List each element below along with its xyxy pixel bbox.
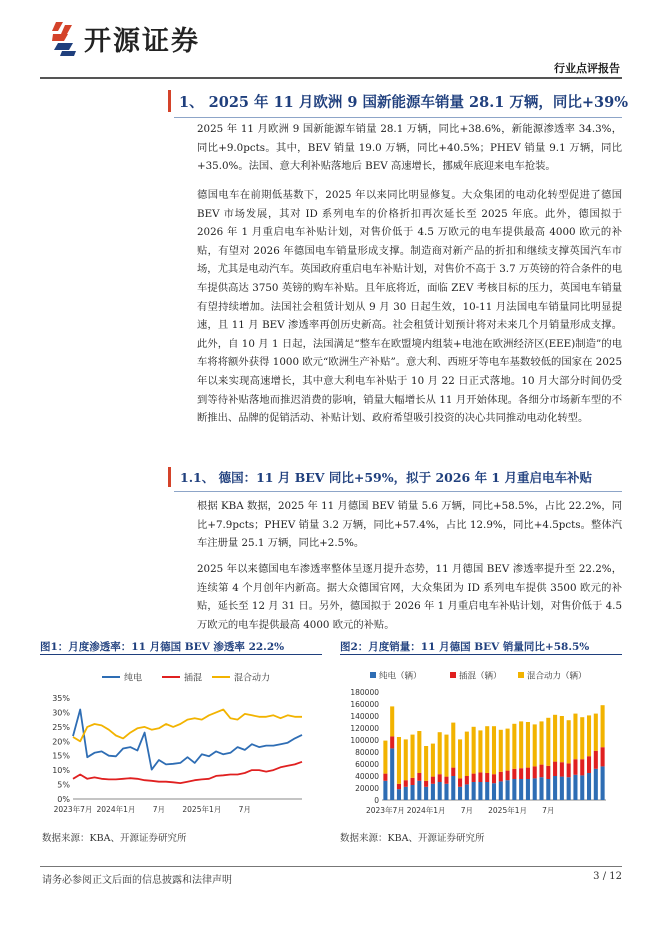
bar-segment-1 (397, 789, 401, 800)
bar-segment-1 (417, 781, 421, 800)
bar-segment-2 (383, 774, 387, 781)
bar-segment-3 (424, 746, 428, 781)
page-number: 3 / 12 (593, 871, 622, 882)
y-tick-label: 30% (52, 708, 70, 718)
bar-segment-1 (553, 776, 557, 800)
figure-2-title: 图2：月度销量：11 月德国 BEV 销量同比+58.5% (340, 637, 622, 655)
bar-segment-3 (444, 735, 448, 777)
bar-segment-1 (438, 782, 442, 800)
bar-segment-2 (526, 768, 530, 779)
legend-label-3: 混合动力（辆） (527, 671, 587, 682)
bar-segment-2 (587, 756, 591, 773)
bar-segment-3 (519, 721, 523, 768)
bar-segment-3 (553, 715, 557, 762)
section-1-paragraph-1: 2025 年 11 月欧洲 9 国新能源车销量 28.1 万辆，同比+38.6%，新能源渗透率 34.3%，同比+9.0pcts。其中，BEV 销量 19.0 万辆，同比+40.5%；PHEV 销量 9.1 万辆，同比+35.0%。法国、意大利补贴落地后 BEV 高速增长，挪威年底迎来电车抢装。 (197, 123, 622, 173)
bar-segment-1 (560, 777, 564, 800)
bar-segment-2 (390, 736, 394, 748)
bar-segment-3 (397, 737, 401, 784)
bar-segment-2 (451, 768, 455, 776)
x-tick-label: 7月 (152, 805, 166, 814)
bar-segment-1 (526, 779, 530, 800)
bar-segment-1 (594, 769, 598, 800)
bar-segment-2 (567, 763, 571, 777)
bar-segment-1 (512, 779, 516, 800)
bar-segment-3 (438, 732, 442, 774)
x-tick-label: 2024年1月 (96, 805, 136, 814)
bar-segment-1 (478, 782, 482, 800)
bar-segment-3 (526, 722, 530, 768)
legend-swatch-3 (518, 672, 524, 678)
x-tick-label: 7月 (238, 805, 251, 814)
bar-segment-3 (580, 717, 584, 759)
bar-segment-2 (601, 747, 605, 766)
legend-swatch-1 (370, 672, 376, 678)
bar-segment-3 (485, 726, 489, 773)
x-tick-label: 2025年1月 (488, 806, 528, 815)
logo-text: 开源证券 (84, 26, 200, 57)
bar-segment-1 (404, 787, 408, 800)
bar-segment-2 (519, 768, 523, 779)
y-tick-label: 160000 (350, 700, 379, 709)
legend-label-2: 插混 (184, 673, 203, 684)
bar-segment-2 (431, 777, 435, 784)
x-tick-label: 2025年1月 (182, 805, 222, 814)
bar-segment-3 (506, 729, 510, 771)
bar-segment-2 (512, 769, 516, 779)
section-1-paragraph-2: 德国电车在前期低基数下，2025 年以来同比明显修复。大众集团的电动化转型促进了德国 BEV 市场发展，其对 ID 系列电车的价格折扣再次延长至 2025 年底。此外，德国拟于 2026 年 1 月重启电车补贴计划，对售价低于 4.5 万欧元的电车提供最高 4000 欧元的补贴，有望对 2026 年德国电车销量形成支撑。制造商对新产品的折扣和继续支撑英国汽车市场，尤其是电动汽车。英国政府重启电车补贴计划，对售价不高于 3.7 万英镑的符合条件的电车提供高达 3750 英镑的购车补贴。且年底将近，面临 ZEV 考核目标的压力，英国电车销量有望持续增加。法国社会租赁计划从 9 月 30 日起生效，10-11 月法国电车销量同比明显提速，且 11 月 BEV 渗透率再创历史新高。社会租赁计划预计将对未来几个月销量形成支撑。此外，自 10 月 1 日起，法国满足“整车在欧盟境内组装+电池在欧洲经济区(EEE)制造”的电车将将额外获得 1000 欧元“欧洲生产补贴”。意大利、西班牙等电车基数较低的国家在 2025 年以来实现高速增长，其中意大利电车补贴于 10 月 22 日正式落地。10 月大部分时间仍受到等待补贴落地而推迟消费的影响，销量大幅增长从 11 月开始体现。各细分市场新车型的不断推出、品牌的促销活动、补贴计划、政府希望吸引投资的决心共同推动电动化转型。 (197, 189, 622, 425)
section-1-1-paragraph-1: 根据 KBA 数据，2025 年 11 月德国 BEV 销量 5.6 万辆，同比+58.5%，占比 22.2%，同比+7.9pcts；PHEV 销量 3.2 万辆，同比+57.4%，占比 12.9%，同比+4.5pcts。整体汽车注册量 25.1 万辆，同比+2.5%。 (197, 500, 622, 550)
y-tick-label: 35% (52, 694, 70, 703)
legend-label-3: 混合动力 (234, 673, 271, 684)
y-tick-label: 25% (52, 722, 70, 732)
bar-segment-2 (411, 778, 415, 785)
bar-segment-3 (417, 731, 421, 773)
figure-1-source: 数据来源：KBA、开源证券研究所 (42, 833, 187, 844)
bar-segment-2 (560, 762, 564, 776)
bar-segment-2 (499, 772, 503, 782)
bar-segment-1 (499, 781, 503, 800)
bar-segment-1 (383, 781, 387, 800)
y-tick-label: 120000 (350, 724, 379, 733)
bar-segment-2 (417, 773, 421, 781)
y-tick-label: 10% (52, 766, 70, 776)
y-tick-label: 80000 (355, 748, 379, 757)
x-tick-label: 7月 (542, 806, 555, 815)
y-tick-label: 15% (52, 751, 70, 761)
series-line-2 (73, 762, 302, 783)
bar-segment-1 (587, 773, 591, 800)
bar-segment-2 (553, 762, 557, 776)
section-1-1-heading: 1.1、 德国：11 月 BEV 同比+59%，拟于 2026 年 1 月重启电车补贴 (180, 470, 592, 485)
bar-segment-2 (444, 777, 448, 784)
legend-swatch-2 (450, 672, 456, 678)
bar-segment-2 (404, 780, 408, 787)
bar-segment-2 (458, 778, 462, 786)
bar-segment-3 (431, 744, 435, 777)
bar-segment-3 (539, 721, 543, 764)
bar-segment-1 (539, 777, 543, 800)
y-tick-label: 100000 (350, 736, 379, 745)
y-tick-label: 40000 (355, 772, 379, 781)
bar-segment-2 (506, 771, 510, 781)
section-1-underline (174, 117, 622, 118)
header-divider (40, 77, 622, 79)
bar-segment-3 (587, 715, 591, 756)
bar-segment-3 (533, 724, 537, 766)
bar-segment-2 (546, 766, 550, 779)
bar-segment-2 (465, 776, 469, 784)
section-1-1-paragraph-2: 2025 年以来德国电车渗透率整体呈逐月提升态势，11 月德国 BEV 渗透率提升至 22.2%，连续第 4 个月创年内新高。据大众德国官网，大众集团为 ID 系列电车提供 3500 欧元的补贴，延长至 12 月 31 日。另外，德国拟于 2026 年 1 月重启电车补贴计划，对售价低于 4.5 万欧元的电车提供最高 4000 欧元的补贴。 (197, 563, 622, 631)
bar-segment-1 (411, 785, 415, 800)
bar-segment-2 (424, 781, 428, 787)
bar-segment-1 (465, 784, 469, 800)
bar-segment-3 (512, 724, 516, 769)
bar-segment-3 (546, 718, 550, 766)
bar-segment-1 (424, 787, 428, 800)
y-tick-label: 0% (57, 795, 70, 804)
bar-segment-2 (594, 751, 598, 769)
section-marker (168, 90, 171, 112)
bar-segment-1 (580, 775, 584, 800)
bar-segment-2 (580, 759, 584, 775)
bar-segment-1 (492, 783, 496, 800)
bar-segment-3 (451, 723, 455, 768)
figure-2-source: 数据来源：KBA、开源证券研究所 (340, 833, 485, 844)
bar-segment-3 (465, 732, 469, 776)
bar-segment-3 (478, 730, 482, 772)
bar-segment-3 (601, 705, 605, 747)
bar-segment-1 (485, 782, 489, 800)
series-line-3 (73, 710, 302, 742)
bar-segment-1 (390, 748, 394, 800)
bar-segment-3 (567, 720, 571, 763)
bar-segment-2 (397, 784, 401, 789)
report-type-label: 行业点评报告 (554, 62, 620, 75)
y-tick-label: 20% (52, 737, 70, 747)
bar-segment-1 (573, 775, 577, 800)
bar-segment-1 (451, 776, 455, 800)
bar-segment-3 (390, 706, 394, 736)
footer-divider (40, 866, 622, 867)
bar-segment-1 (546, 779, 550, 800)
bar-segment-3 (499, 730, 503, 772)
bar-segment-3 (492, 726, 496, 774)
bar-segment-3 (383, 741, 387, 774)
x-tick-label: 2024年1月 (406, 806, 446, 815)
legend-label-1: 纯电 (124, 673, 143, 684)
section-1-1-underline (174, 491, 622, 492)
logo-icon (52, 22, 76, 56)
bar-segment-2 (438, 774, 442, 782)
bar-segment-3 (411, 735, 415, 778)
bar-segment-3 (458, 739, 462, 778)
y-tick-label: 180000 (350, 688, 379, 697)
bar-segment-2 (485, 773, 489, 782)
y-tick-label: 0 (374, 796, 379, 805)
bar-segment-2 (573, 759, 577, 775)
monthly-sales-bar-chart (340, 658, 622, 824)
bar-segment-1 (506, 780, 510, 800)
bar-segment-1 (519, 779, 523, 800)
bar-segment-2 (533, 766, 537, 778)
y-tick-label: 60000 (355, 760, 379, 769)
bar-segment-3 (573, 714, 577, 760)
bar-segment-3 (472, 727, 476, 774)
section-1-heading: 1、 2025 年 11 月欧洲 9 国新能源车销量 28.1 万辆，同比+39% (179, 94, 629, 111)
legend-label-1: 纯电（辆） (379, 671, 422, 682)
bar-segment-1 (601, 766, 605, 800)
bar-segment-1 (567, 777, 571, 800)
bar-segment-1 (431, 784, 435, 800)
bar-segment-3 (404, 739, 408, 780)
bar-segment-2 (492, 774, 496, 783)
bar-segment-3 (560, 716, 564, 762)
bar-segment-2 (539, 765, 543, 778)
bar-segment-1 (472, 782, 476, 800)
y-tick-label: 20000 (355, 784, 379, 793)
bar-segment-3 (594, 714, 598, 751)
y-tick-label: 5% (57, 780, 70, 790)
bar-segment-2 (472, 774, 476, 782)
bar-segment-1 (444, 784, 448, 800)
x-tick-label: 2023年7月 (365, 806, 405, 815)
bar-segment-1 (458, 787, 462, 800)
footer-disclaimer: 请务必参阅正文后面的信息披露和法律声明 (42, 875, 232, 886)
legend-label-2: 插混（辆） (459, 671, 502, 682)
y-tick-label: 140000 (350, 712, 379, 721)
series-line-1 (73, 710, 302, 770)
x-tick-label: 2023年7月 (53, 805, 93, 814)
bar-segment-1 (533, 778, 537, 800)
penetration-line-chart (40, 658, 322, 824)
x-tick-label: 7月 (460, 806, 473, 815)
subsection-marker (168, 467, 171, 487)
figure-1-title: 图1：月度渗透率：11 月德国 BEV 渗透率 22.2% (40, 637, 322, 655)
bar-segment-2 (478, 772, 482, 782)
